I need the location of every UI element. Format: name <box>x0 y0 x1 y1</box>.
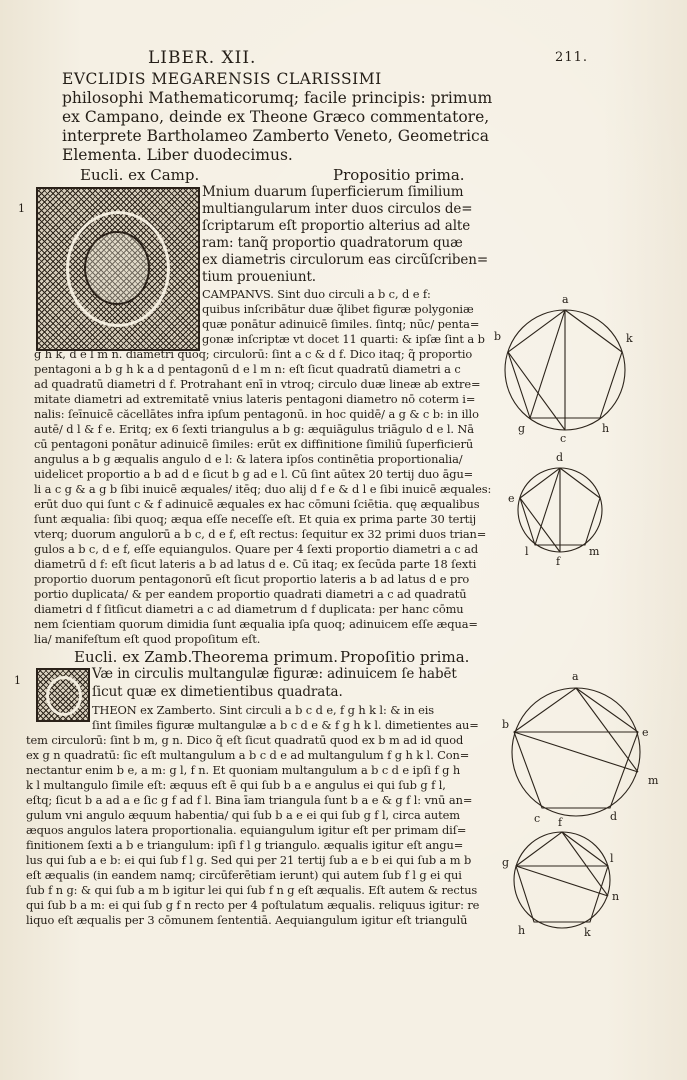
text-line: quibus inſcribātur duæ q̃libet figuræ polygoniæ <box>202 302 474 316</box>
folio-number: 211. <box>555 50 588 65</box>
text-line: pentagoni a b g h k a d pentagonū d e l m n: eſt ſicut quadratū diametri a c <box>34 362 461 376</box>
figure-label: m <box>589 545 600 558</box>
title-line: philosophi Mathematicorumq; facile principis: primum <box>62 89 493 107</box>
figure-label: c <box>534 812 541 825</box>
text-line: gonæ inſcriptæ vt docet 11 quarti: & ipſæ ſint a b <box>202 332 485 346</box>
title-line: interprete Bartholameo Zamberto Veneto, Geometrica <box>62 127 489 145</box>
section1-source: Eucli. ex Camp. <box>80 166 200 184</box>
text-line: proportio duorum pentagonorū eſt ſicut proportio lateris a b ad latus d e pro <box>34 572 470 586</box>
figure-label: h <box>518 924 526 937</box>
figure-circle-pentagon-1 <box>494 290 640 454</box>
figure-label: b <box>502 718 510 731</box>
text-line: THEON ex Zamberto. Sint circuli a b c d e, f g h k l: & in eis <box>92 703 435 717</box>
text-line: ex g n quadratū: ſic eſt multangulum a b c d e ad multangulum f g h k l. Con= <box>26 748 470 762</box>
figure-label: d <box>556 451 564 464</box>
text-line: ex diametris circulorum eas circũſcriben= <box>202 252 489 268</box>
figure-label: c <box>560 432 567 445</box>
figure-label: a <box>572 670 579 683</box>
figure-label: k <box>626 332 633 345</box>
figure-label: l <box>525 545 529 558</box>
text-line: ſint ſimiles figuræ multangulæ a b c d e & f g h k l. dimetientes au= <box>92 718 479 732</box>
book-number: LIBER. XII. <box>148 48 257 68</box>
text-line: gulum vni angulo æquum habentia/ qui ſub b a e ei qui ſub g f l, circa autem <box>26 808 460 822</box>
margin-number: 1 <box>14 674 21 687</box>
chord <box>530 310 565 418</box>
text-line: lia/ manifeſtum eſt quod propoſitum eſt. <box>34 632 261 646</box>
chord <box>535 468 560 545</box>
text-line: æquos angulos latera proportionalia. equiangulum igitur eſt per primam diſ= <box>26 823 467 837</box>
text-line: finitionem ſexti a b e triangulum: ipſi f l g triangulo. æqualis igitur eſt angu= <box>26 838 464 852</box>
text-line: lus qui ſub a e b: ei qui ſub f l g. Sed qui per 21 tertij ſub a e b ei qui ſub a m b <box>26 853 472 867</box>
figure-label: g <box>502 856 510 869</box>
margin-number: 1 <box>18 202 25 215</box>
title-line: ex Campano, deinde ex Theone Græco commentatore, <box>62 108 490 126</box>
section2-theorem: Theorema primum. <box>192 648 339 666</box>
section2-source: Eucli. ex Zamb. <box>74 648 193 666</box>
title-line: Elementa. Liber duodecimus. <box>62 146 293 164</box>
text-line: Væ in circulis multangulæ figuræ: adinuicem ſe habēt <box>92 666 457 682</box>
diameter <box>514 732 638 772</box>
pentagon <box>514 688 638 808</box>
figure-label: f <box>558 816 563 829</box>
figure-label: n <box>612 890 620 903</box>
text-line: tem circulorū: ſint b m, g n. Dico q̃ eſt ſicut quadratū quod ex b m ad id quod <box>26 733 464 747</box>
text-line: eſtq; ſicut b a ad a e ſic g f ad f l. Bina īam triangula ſunt b a e & g f l: vnū an= <box>26 793 473 807</box>
text-line: angulus a b g æqualis angulo d e l: & latera ipſos continētia proportionalia/ <box>34 452 463 466</box>
text-line: portio duplicata/ & per eandem proportio quadrati diametri a c ad quadratū <box>34 587 467 601</box>
figure-label: k <box>584 926 591 939</box>
text-line: mitate diametri ad extremitatē vnius lateris pentagoni diametro nō coterm i= <box>34 392 476 406</box>
text-line: quæ ponātur adinuicē ſimiles. ſintq; nūc/ penta= <box>202 317 480 331</box>
text-line: multiangularum inter duos circulos de= <box>202 201 473 217</box>
text-line: k l multangulo ſimile eſt: æquus eſt ē qui ſub b a e angulus ei qui ſub g f l, <box>26 778 446 792</box>
figure-label: e <box>642 726 649 739</box>
text-line: li a c g & a g b ſibi inuicē æquales/ itēq; duo alij d f e & d l e ſibi inuicē æquales: <box>34 482 492 496</box>
text-line: autē/ d l & f e. Eritq; ex 6 ſexti triangulus a b g: æquiāgulus triāgulo d e l. Nā <box>34 422 474 436</box>
text-line: CAMPANVS. Sint duo circuli a b c, d e f: <box>202 287 431 301</box>
figure-circle-pentagon-4 <box>500 816 630 946</box>
figure-label: g <box>518 422 526 435</box>
figure-label: l <box>610 852 614 865</box>
figure-circle-pentagon-3 <box>498 670 668 834</box>
text-line: ad quadratū diametri d f. Protrahant enī in vtroq; circulo duæ lineæ ab extre= <box>34 377 481 391</box>
circle <box>514 832 610 928</box>
text-line: ſunt æqualia: ſibi quoq; æqua eſſe neceſſe eſt. Et quia ex prima parte 30 tertij <box>34 512 477 526</box>
figure-label: b <box>494 330 502 343</box>
figure-label: d <box>610 810 618 823</box>
chord <box>562 832 608 896</box>
figure-label: f <box>556 555 561 568</box>
figure-label: a <box>562 293 569 306</box>
text-line: diametri d f ſitſicut diametri a c ad diametrum d f duplicata: per hanc cōmu <box>34 602 464 616</box>
chord <box>520 498 560 552</box>
title-line: EVCLIDIS MEGARENSIS CLARISSIMI <box>62 70 382 88</box>
diameter <box>516 866 608 896</box>
text-line: nectantur enim b e, a m: g l, f n. Et quoniam multangulum a b c d e ipſi f g h <box>26 763 461 777</box>
ornamental-initial-small <box>36 668 90 722</box>
text-line: erūt duo qui ſunt c & f adinuicē æquales ex hac cōmuni ſciētia. quę æqualibus <box>34 497 480 511</box>
figure-label: h <box>602 422 610 435</box>
text-line: ram: tanq̃ proportio quadratorum quæ <box>202 235 463 251</box>
text-line: ſub f n g: & qui ſub a m b igitur lei qui ſub f n g eſt æqualis. Eſt autem & rectus <box>26 883 478 897</box>
text-line: g h k, d e l m n. diametri quoq; circulorū: ſint a c & d f. Dico itaq; q̃ proportio <box>34 347 473 361</box>
text-line: nem ſcientiam quorum dimidia ſunt æqualia ipſa quoq; adinuicem eſſe æqua= <box>34 617 478 631</box>
figure-label: m <box>648 774 659 787</box>
ornamental-initial <box>36 187 200 351</box>
text-line: liquo eſt æqualis per 3 cōmunem ſententiā. Aequiangulum igitur eſt triangulū <box>26 913 468 927</box>
text-line: vterq; duorum angulorū a b c, d e f, eſt rectus: ſequitur ex 32 primi duos trian= <box>34 527 487 541</box>
text-line: qui ſub b a m: ei qui ſub g f n recto per 4 poſtulatum æqualis. reliquus igitur: re <box>26 898 480 912</box>
text-line: ſcriptarum eſt proportio alterius ad alte <box>202 218 471 234</box>
section1-proposition: Propositio prima. <box>333 166 465 184</box>
text-line: gulos a b c, d e f, eſſe equiangulos. Quare per 4 ſexti proportio diametri a c ad <box>34 542 479 556</box>
book-title <box>62 70 493 165</box>
text-line: uidelicet proportio a b ad d e ſicut b g ad e l. Cū ſint aūtex 20 tertij duo āgu= <box>34 467 474 481</box>
text-line: eſt æqualis (in eandem namq; circūferētiam ierunt) qui autem ſub f l g ei qui <box>26 868 462 882</box>
text-line: nalis: ſeīnuicē căcellātes infra ipſum pentagonū. in hoc quidē/ a g & c b: in illo <box>34 407 479 421</box>
section2-proposition: Propoſitio prima. <box>340 648 470 666</box>
text-line: diametrū d f: eſt ſicut lateris a b ad latus d e. Cū itaq; ex ſecūda parte 18 ſexti <box>34 557 477 571</box>
figure-circle-pentagon-2 <box>505 451 615 579</box>
text-line: tium proueniunt. <box>202 269 316 285</box>
text-line: Mnium duarum ſuperficierum ſimilium <box>202 184 464 200</box>
figure-label: e <box>508 492 515 505</box>
chord <box>576 688 638 772</box>
text-line: ſicut quæ ex dimetientibus quadrata. <box>92 684 343 700</box>
text-line: cū pentagoni ponātur adinuicē ſimiles: erūt ex diffinitione ſimiliū ſuperficierū <box>34 437 474 451</box>
